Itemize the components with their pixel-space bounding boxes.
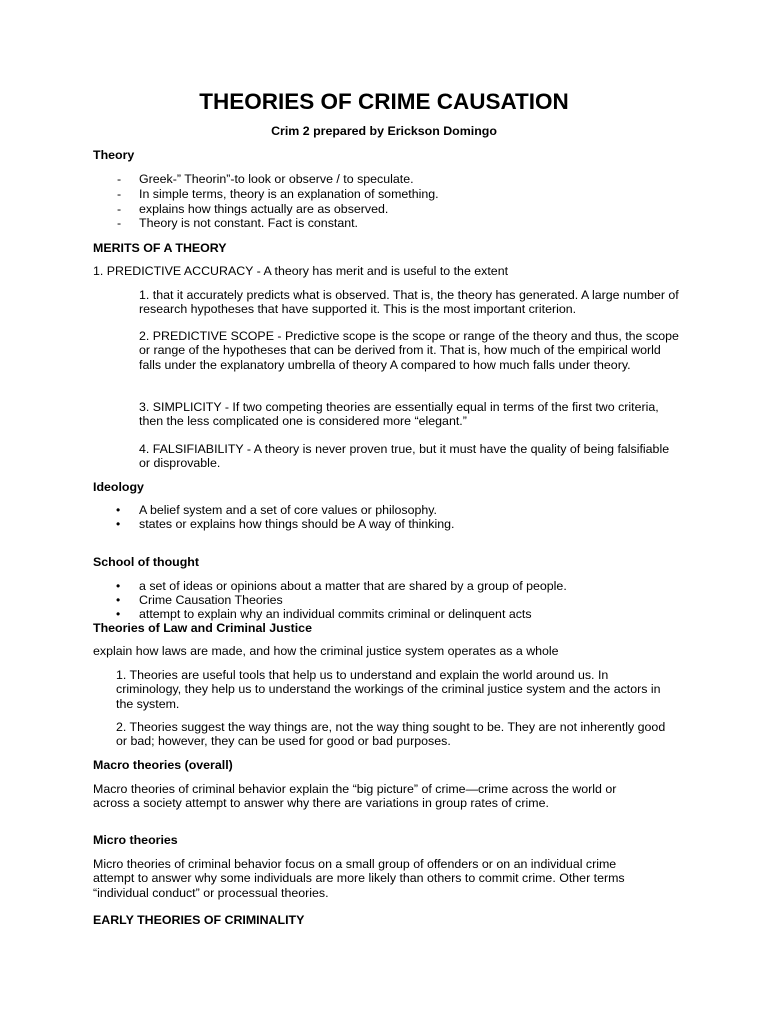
merits-intro: 1. PREDICTIVE ACCURACY - A theory has merit and is useful to the extent xyxy=(93,264,509,278)
micro-heading: Micro theories xyxy=(93,833,178,847)
list-item: A belief system and a set of core values or philosophy. xyxy=(139,503,437,517)
bullet-marker: • xyxy=(116,579,121,593)
dash-marker: - xyxy=(117,202,122,216)
list-item: Theory is not constant. Fact is constant. xyxy=(139,216,359,230)
merit-point: 1. that it accurately predicts what is observed. That is, the theory has generated. A large number of research hypotheses that have supported it. This is the most important criterion. xyxy=(139,288,679,317)
bullet-marker: • xyxy=(116,503,121,517)
macro-heading: Macro theories (overall) xyxy=(93,758,233,772)
list-item: Greek-” Theorin”-to look or observe / to speculate. xyxy=(139,172,414,186)
page-subtitle: Crim 2 prepared by Erickson Domingo xyxy=(271,124,497,138)
dash-marker: - xyxy=(117,216,122,230)
page-title: THEORIES OF CRIME CAUSATION xyxy=(199,89,569,114)
merit-point: 4. FALSIFIABILITY - A theory is never proven true, but it must have the quality of being falsifiable or disprovable. xyxy=(139,442,670,471)
merit-point: 3. SIMPLICITY - If two competing theories are essentially equal in terms of the first two criteria, then the less complicated one is considered more “elegant.” xyxy=(139,400,659,429)
list-item: explains how things actually are as observed. xyxy=(139,202,389,216)
list-item: Crime Causation Theories xyxy=(139,593,283,607)
micro-text: Micro theories of criminal behavior focus on a small group of offenders or on an individual crime attempt to answer why some individuals are more likely than others to commit crime. Other terms “individual conduct” or processual theories. xyxy=(93,857,625,900)
bullet-marker: • xyxy=(116,607,121,621)
early-heading: EARLY THEORIES OF CRIMINALITY xyxy=(93,913,305,927)
school-heading: School of thought xyxy=(93,555,199,569)
bullet-marker: • xyxy=(116,593,121,607)
list-item: a set of ideas or opinions about a matter that are shared by a group of people. xyxy=(139,579,567,593)
merits-heading: MERITS OF A THEORY xyxy=(93,241,227,255)
ideology-heading: Ideology xyxy=(93,480,144,494)
merit-point: 2. PREDICTIVE SCOPE - Predictive scope is the scope or range of the theory and thus, the scope or range of the hypotheses that can be derived from it. That is, how much of the empirical world falls under the explanatory umbrella of theory A compared to how much falls under theory. xyxy=(139,329,679,372)
dash-marker: - xyxy=(117,187,122,201)
theory-heading: Theory xyxy=(93,148,135,162)
list-item: attempt to explain why an individual commits criminal or delinquent acts xyxy=(139,607,532,621)
law-heading: Theories of Law and Criminal Justice xyxy=(93,621,312,635)
bullet-marker: • xyxy=(116,517,121,531)
law-intro: explain how laws are made, and how the criminal justice system operates as a whole xyxy=(93,644,559,658)
list-item: states or explains how things should be A way of thinking. xyxy=(139,517,455,531)
macro-text: Macro theories of criminal behavior explain the “big picture” of crime—crime across the world or across a society attempt to answer why there are variations in group rates of crime. xyxy=(93,782,617,811)
list-item: In simple terms, theory is an explanation of something. xyxy=(139,187,439,201)
dash-marker: - xyxy=(117,172,122,186)
law-point: 1. Theories are useful tools that help us to understand and explain the world around us. In criminology, they help us to understand the workings of the criminal justice system and the actors in the system. xyxy=(116,668,661,711)
law-point: 2. Theories suggest the way things are, not the way thing sought to be. They are not inherently good or bad; however, they can be used for good or bad purposes. xyxy=(116,720,666,749)
